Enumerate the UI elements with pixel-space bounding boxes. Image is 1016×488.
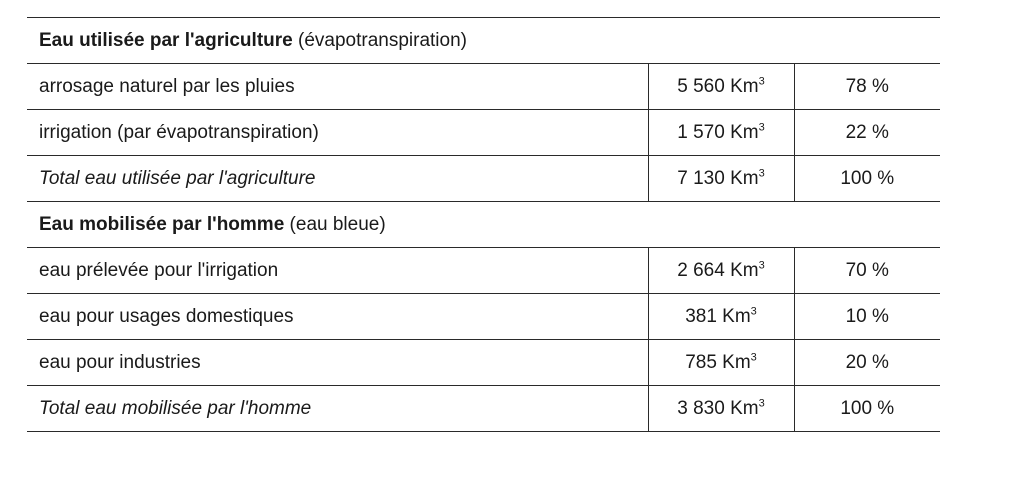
- volume-value: 7 130: [677, 168, 725, 189]
- total-label: Total eau mobilisée par l'homme: [27, 386, 648, 432]
- unit-exponent: 3: [750, 305, 757, 318]
- volume-value: 2 664: [677, 260, 725, 281]
- row-label: eau pour usages domestiques: [27, 294, 648, 340]
- section-note: (eau bleue): [289, 214, 386, 235]
- table-row: [27, 110, 940, 156]
- unit-base: Km: [730, 260, 759, 281]
- volume-value: 3 830: [677, 398, 725, 419]
- row-percentage: 70 %: [794, 248, 940, 294]
- unit-exponent: 3: [758, 397, 765, 410]
- row-volume: [648, 110, 794, 156]
- table-row: [27, 294, 940, 340]
- row-volume: [648, 64, 794, 110]
- total-volume: [648, 156, 794, 202]
- row-volume: [648, 248, 794, 294]
- unit-exponent: 3: [758, 75, 765, 88]
- total-volume: [648, 386, 794, 432]
- unit-base: Km: [730, 76, 759, 97]
- volume-value: 381: [685, 306, 717, 327]
- section-header-cell: [27, 202, 940, 248]
- row-percentage: 22 %: [794, 110, 940, 156]
- total-percentage: 100 %: [794, 386, 940, 432]
- total-percentage: 100 %: [794, 156, 940, 202]
- total-row: [27, 386, 940, 432]
- unit-exponent: 3: [758, 121, 765, 134]
- volume-value: 5 560: [677, 76, 725, 97]
- volume-value: 785: [685, 352, 717, 373]
- row-label: arrosage naturel par les pluies: [27, 64, 648, 110]
- row-label: eau pour industries: [27, 340, 648, 386]
- volume-value: 1 570: [677, 122, 725, 143]
- unit-base: Km: [722, 352, 751, 373]
- section-title: Eau mobilisée par l'homme: [39, 214, 285, 235]
- section-note: (évapotranspiration): [298, 30, 467, 51]
- unit-exponent: 3: [750, 351, 757, 364]
- water-usage-table: [27, 17, 940, 432]
- table-row: [27, 340, 940, 386]
- unit-base: Km: [730, 398, 759, 419]
- unit-exponent: 3: [758, 259, 765, 272]
- total-label: Total eau utilisée par l'agriculture: [27, 156, 648, 202]
- row-percentage: 78 %: [794, 64, 940, 110]
- row-volume: [648, 294, 794, 340]
- row-label: eau prélevée pour l'irrigation: [27, 248, 648, 294]
- section-header-human: [27, 202, 940, 248]
- row-label: irrigation (par évapotranspiration): [27, 110, 648, 156]
- unit-base: Km: [730, 168, 759, 189]
- row-percentage: 20 %: [794, 340, 940, 386]
- unit-base: Km: [722, 306, 751, 327]
- table-row: [27, 64, 940, 110]
- section-header-cell: [27, 18, 940, 64]
- unit-exponent: 3: [758, 167, 765, 180]
- section-header-agriculture: [27, 18, 940, 64]
- row-volume: [648, 340, 794, 386]
- section-title: Eau utilisée par l'agriculture: [39, 30, 293, 51]
- unit-base: Km: [730, 122, 759, 143]
- total-row: [27, 156, 940, 202]
- row-percentage: 10 %: [794, 294, 940, 340]
- table-row: [27, 248, 940, 294]
